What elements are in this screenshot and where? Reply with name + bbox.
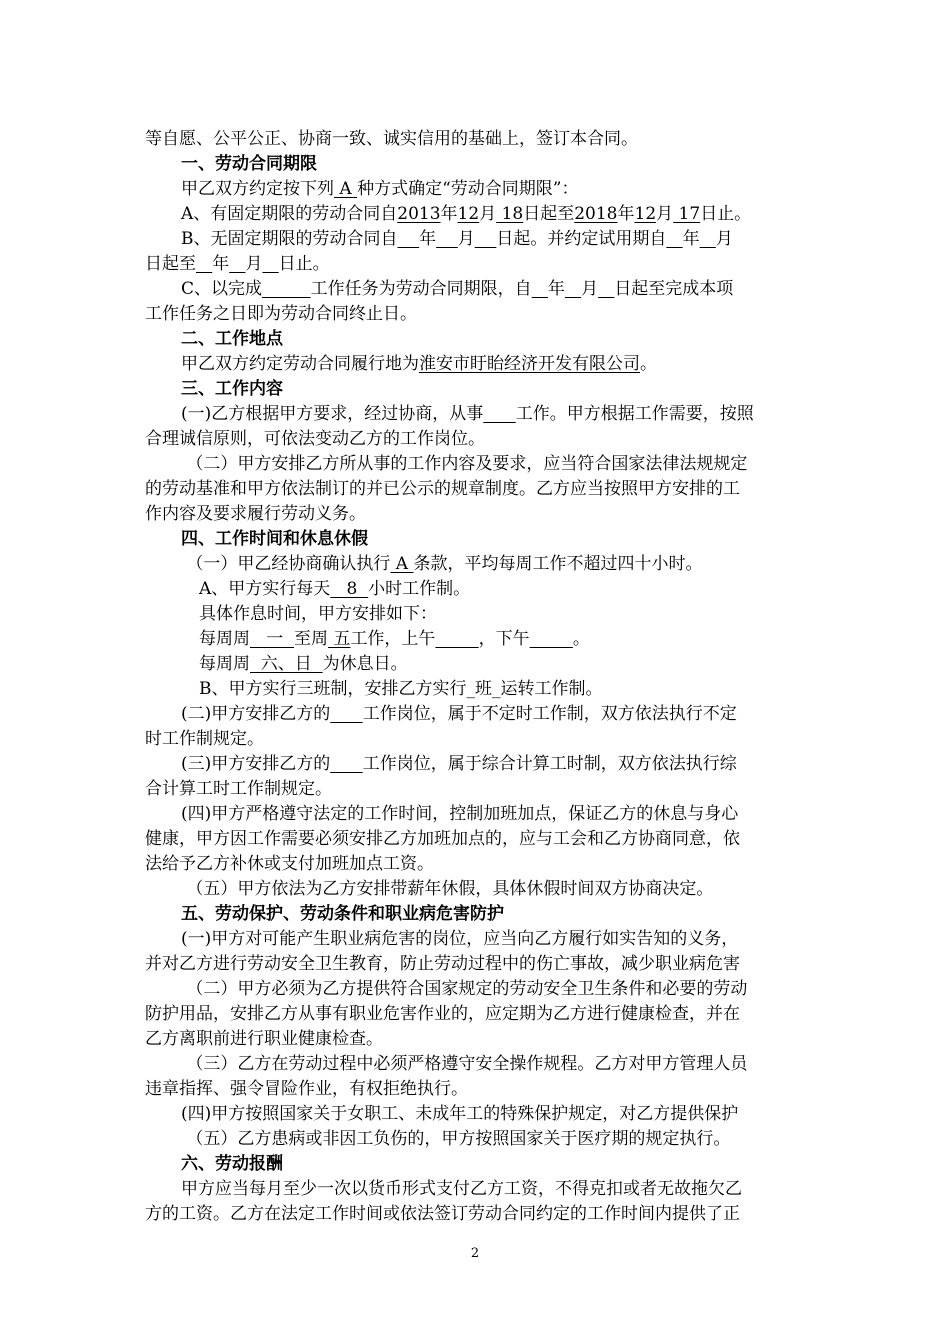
- text-line: [199, 652, 408, 676]
- filled-field: 12: [634, 204, 657, 224]
- filled-field: 17: [673, 204, 701, 224]
- text-run: 月: [245, 254, 263, 274]
- text-run: 四、工作时间和休息休假: [181, 529, 368, 549]
- text-line: [145, 1002, 740, 1026]
- text-run: 月: [479, 204, 497, 224]
- filled-field: A: [390, 554, 414, 574]
- text-run: 年: [212, 254, 230, 274]
- text-line: [181, 402, 754, 426]
- text-run: 甲乙双方约定劳动合同履行地为: [181, 354, 419, 374]
- text-line: [181, 802, 738, 826]
- text-run: 并对乙方进行劳动安全卫生教育，防止劳动过程中的伤亡事故，减少职业病危害: [145, 954, 740, 974]
- text-run: 工作岗位，属于不定时工作制，双方依法执行不定: [362, 704, 737, 724]
- filled-field: [262, 279, 311, 299]
- text-run: C、以完成: [181, 279, 263, 299]
- filled-field: 18: [496, 204, 524, 224]
- text-run: 等自愿、公平公正、协商一致、诚实信用的基础上，签订本合同。: [145, 129, 638, 149]
- text-run: 甲乙双方约定按下列: [181, 179, 334, 199]
- filled-field: 一: [250, 629, 295, 649]
- text-line: [145, 1077, 468, 1101]
- text-run: (四)甲方严格遵守法定的工作时间，控制加班加点，保证乙方的休息与身心: [181, 804, 739, 824]
- text-line: [145, 1027, 383, 1051]
- text-line: [181, 702, 737, 726]
- text-run: 乙方离职前进行职业健康检查。: [145, 1029, 383, 1049]
- text-run: 时工作制规定。: [145, 729, 264, 749]
- text-run: (一)甲方对可能产生职业病危害的岗位，应当向乙方履行如实告知的义务，: [181, 929, 739, 949]
- text-line: [145, 127, 638, 151]
- text-run: （二）甲方安排乙方所从事的工作内容及要求，应当符合国家法律法规规定: [181, 454, 748, 474]
- filled-field: [196, 254, 212, 274]
- text-line: [181, 452, 747, 476]
- text-run: 。: [640, 354, 657, 374]
- text-run: B、无固定期限的劳动合同自: [181, 229, 398, 249]
- text-run: 日起至: [145, 254, 196, 274]
- text-line: [145, 852, 434, 876]
- text-run: 月: [656, 204, 674, 224]
- text-line: [145, 302, 417, 326]
- text-run: 工作任务为劳动合同期限，自: [310, 279, 532, 299]
- text-run: 日起。并约定试用期自: [496, 229, 667, 249]
- text-line: [145, 427, 485, 451]
- text-run: 作内容及要求履行劳动义务。: [145, 504, 366, 524]
- text-run: 二、工作地点: [181, 329, 283, 349]
- filled-field: [262, 254, 278, 274]
- filled-field: A: [334, 179, 358, 199]
- text-line: [145, 252, 330, 276]
- text-run: 三、工作内容: [181, 379, 283, 399]
- text-run: 法给予乙方补休或支付加班加点工资。: [145, 854, 434, 874]
- section-heading: [181, 527, 368, 551]
- text-line: [145, 1202, 740, 1226]
- text-run: 工作。甲方根据工作需要，按照: [515, 404, 754, 424]
- text-line: [199, 602, 437, 626]
- text-run: （一）甲乙经协商确认执行: [181, 554, 391, 574]
- filled-field: 淮安市盱眙经济开发有限公司: [419, 354, 640, 374]
- section-heading: [181, 1152, 283, 1176]
- filled-field: [532, 279, 548, 299]
- text-line: [181, 977, 747, 1001]
- filled-field: [330, 704, 362, 724]
- text-run: （二）甲方必须为乙方提供符合国家规定的劳动安全卫生条件和必要的劳动: [181, 979, 748, 999]
- text-run: 月: [715, 229, 733, 249]
- text-run: 工作岗位，属于综合计算工时制，双方依法执行综: [362, 754, 737, 774]
- text-line: [199, 627, 590, 651]
- text-line: [181, 1102, 738, 1126]
- text-line: [181, 1127, 730, 1151]
- filled-field: [530, 629, 573, 649]
- text-run: 合计算工时工作制规定。: [145, 779, 332, 799]
- text-run: 防护用品，安排乙方从事有职业危害作业的，应定期为乙方进行健康检查，并在: [145, 1004, 740, 1024]
- text-line: [181, 202, 751, 226]
- text-line: [181, 1052, 747, 1076]
- text-run: 的劳动基准和甲方依法制订的并已公示的规章制度。乙方应当按照甲方安排的工: [145, 479, 740, 499]
- text-run: 条款，平均每周工作不超过四十小时。: [413, 554, 703, 574]
- text-run: 日起至: [523, 204, 575, 224]
- filled-field: [229, 254, 245, 274]
- text-run: A、甲方实行每天: [199, 579, 331, 599]
- filled-field: 六、日: [250, 654, 323, 674]
- filled-field: [565, 279, 581, 299]
- text-run: (三)甲方安排乙方的: [181, 754, 331, 774]
- section-heading: [181, 377, 283, 401]
- text-run: 五、劳动保护、劳动条件和职业病危害防护: [181, 904, 504, 924]
- filled-field: [666, 229, 682, 249]
- text-run: 年: [440, 204, 458, 224]
- filled-field: [435, 629, 478, 649]
- filled-field: [475, 229, 497, 249]
- filled-field: 2018: [574, 204, 618, 224]
- text-line: [181, 177, 578, 201]
- text-run: 甲方应当每月至少一次以货币形式支付乙方工资，不得克扣或者无故拖欠乙: [181, 1179, 742, 1199]
- text-line: [181, 752, 737, 776]
- text-run: 违章指挥、强令冒险作业，有权拒绝执行。: [145, 1079, 468, 1099]
- text-line: [145, 777, 332, 801]
- text-line: [181, 927, 738, 951]
- filled-field: [398, 229, 420, 249]
- text-run: 至周: [294, 629, 329, 649]
- filled-field: 五: [328, 629, 351, 649]
- text-line: [145, 827, 740, 851]
- text-run: 。: [572, 629, 590, 649]
- filled-field: [700, 229, 716, 249]
- text-run: 年: [547, 279, 565, 299]
- text-run: （五）甲方依法为乙方安排带薪年休假，具体休假时间双方协商决定。: [181, 879, 714, 899]
- text-run: (一)乙方根据甲方要求，经过协商，从事: [181, 404, 484, 424]
- text-line: [145, 727, 264, 751]
- text-run: 种方式确定“劳动合同期限”：: [357, 179, 579, 199]
- text-run: 每周周: [199, 629, 250, 649]
- text-run: 为休息日。: [322, 654, 408, 674]
- text-line: [145, 502, 366, 526]
- filled-field: [598, 279, 614, 299]
- text-run: 每周周: [199, 654, 250, 674]
- text-line: [199, 677, 603, 701]
- text-run: 工作任务之日即为劳动合同终止日。: [145, 304, 417, 324]
- text-run: 合理诚信原则，可依法变动乙方的工作岗位。: [145, 429, 485, 449]
- text-line: [145, 477, 740, 501]
- text-line: [181, 227, 733, 251]
- text-run: 日起至完成本项: [614, 279, 734, 299]
- section-heading: [181, 902, 504, 926]
- text-run: 六、劳动报酬: [181, 1154, 283, 1174]
- text-line: [181, 1177, 742, 1201]
- text-run: （三）乙方在劳动过程中必须严格遵守安全操作规程。乙方对甲方管理人员: [181, 1054, 748, 1074]
- text-run: 方的工资。乙方在法定工作时间或依法签订劳动合同约定的工作时间内提供了正: [145, 1204, 740, 1224]
- filled-field: [330, 754, 362, 774]
- text-run: 一、劳动合同期限: [181, 154, 317, 174]
- text-run: 日止。: [278, 254, 330, 274]
- filled-field: 2013: [397, 204, 441, 224]
- text-run: 月: [457, 229, 475, 249]
- text-run: 小时工作制。: [368, 579, 471, 599]
- text-run: B、甲方实行三班制，安排乙方实行_班_运转工作制。: [199, 679, 603, 699]
- text-run: A、有固定期限的劳动合同自: [181, 204, 398, 224]
- text-run: (二)甲方安排乙方的: [181, 704, 331, 724]
- text-run: 年: [419, 229, 437, 249]
- section-heading: [181, 152, 317, 176]
- text-run: 工作，上午: [350, 629, 436, 649]
- text-run: 月: [581, 279, 599, 299]
- filled-field: 8: [330, 579, 369, 599]
- text-run: 日止。: [700, 204, 752, 224]
- text-run: 具体作息时间，甲方安排如下：: [199, 604, 437, 624]
- filled-field: [436, 229, 458, 249]
- text-line: [145, 952, 740, 976]
- text-run: (四)甲方按照国家关于女职工、未成年工的特殊保护规定，对乙方提供保护: [181, 1104, 739, 1124]
- text-line: [181, 552, 703, 576]
- text-run: 年: [682, 229, 700, 249]
- text-run: 年: [617, 204, 635, 224]
- section-heading: [181, 327, 283, 351]
- text-run: （五）乙方患病或非因工负伤的，甲方按照国家关于医疗期的规定执行。: [181, 1129, 731, 1149]
- text-line: [181, 352, 657, 376]
- text-line: [181, 277, 733, 301]
- filled-field: [483, 404, 515, 424]
- filled-field: 12: [457, 204, 480, 224]
- text-run: ，下午: [478, 629, 530, 649]
- page-number: 2: [470, 1246, 480, 1261]
- text-line: [199, 577, 470, 601]
- text-run: 健康，甲方因工作需要必须安排乙方加班加点的，应与工会和乙方协商同意，依: [145, 829, 740, 849]
- text-line: [181, 877, 713, 901]
